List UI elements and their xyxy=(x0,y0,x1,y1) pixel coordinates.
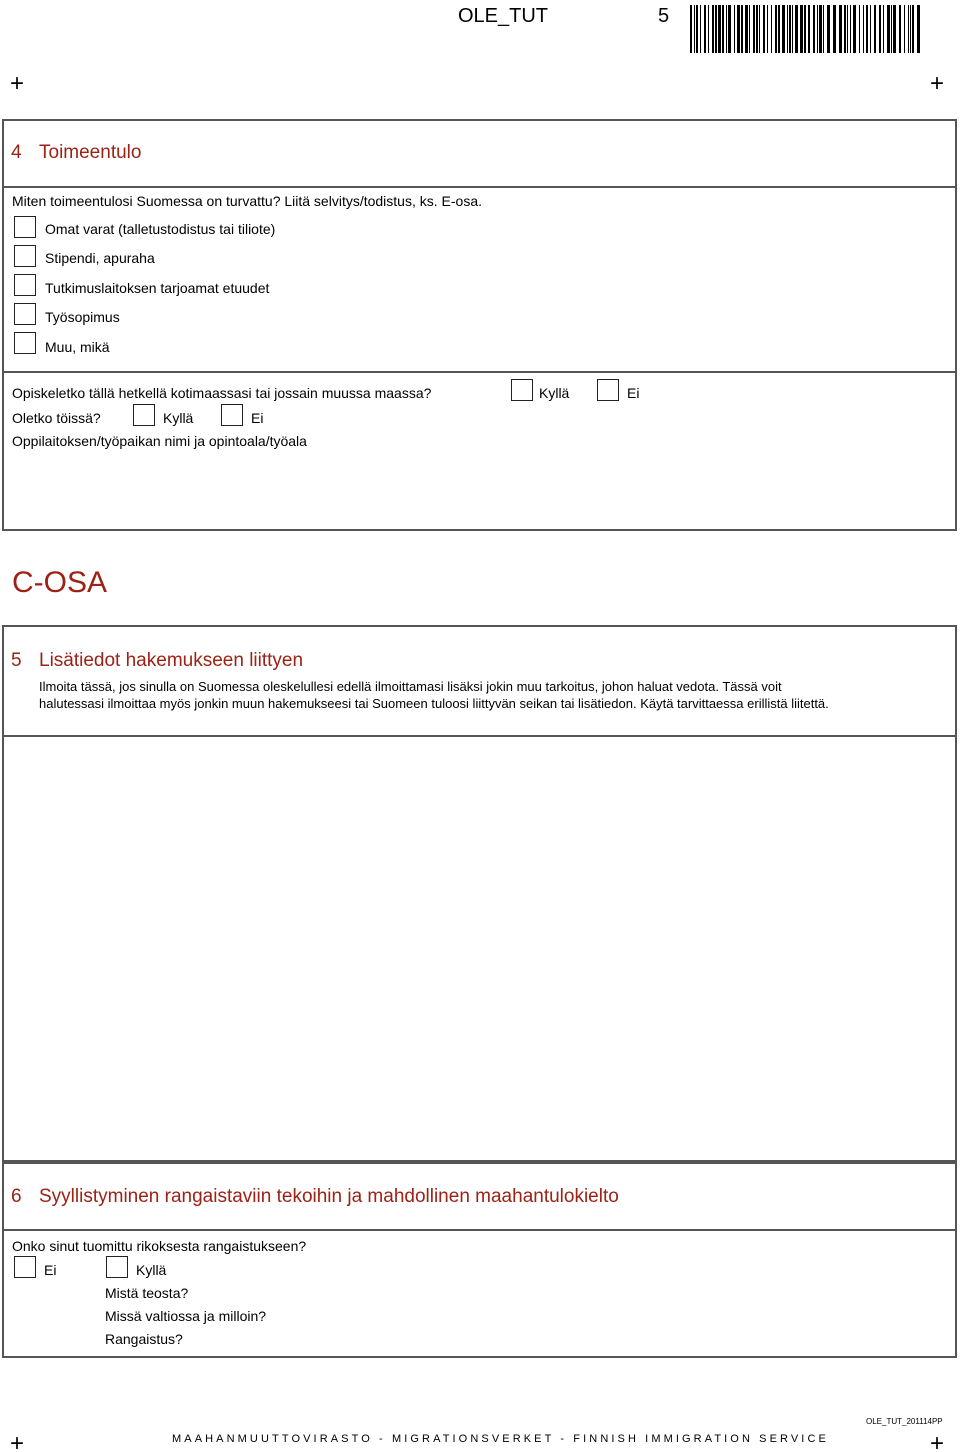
additional-info-input-area[interactable] xyxy=(6,740,951,1158)
divider xyxy=(2,186,957,188)
registration-mark-icon: + xyxy=(930,70,945,97)
conviction-question: Onko sinut tuomittu rikoksesta rangaistukseen? xyxy=(12,1238,307,1254)
checkbox-conviction-no[interactable] xyxy=(14,1256,36,1278)
section-title-text: Syyllistyminen rangaistaviin tekoihin ja mahdollinen maahantulokielto xyxy=(39,1186,619,1207)
no-label: Ei xyxy=(627,385,640,401)
followup-country-date: Missä valtiossa ja milloin? xyxy=(105,1308,267,1324)
no-label: Ei xyxy=(44,1262,57,1278)
checkbox-work-no[interactable] xyxy=(221,404,243,426)
institution-input-area[interactable] xyxy=(6,452,951,524)
section-4-title xyxy=(11,142,141,164)
section-6-title xyxy=(11,1186,619,1208)
checkbox-own-funds[interactable] xyxy=(14,216,36,238)
no-label: Ei xyxy=(251,410,264,426)
section-number: 4 xyxy=(11,142,22,163)
divider xyxy=(2,735,957,737)
section-title-text: Lisätiedot hakemukseen liittyen xyxy=(39,650,304,671)
section-title-text: Toimeentulo xyxy=(39,142,142,163)
checkbox-other[interactable] xyxy=(14,332,36,354)
checkbox-conviction-yes[interactable] xyxy=(106,1256,128,1278)
option-label: Työsopimus xyxy=(45,309,120,325)
agency-footer: MAAHANMUUTTOVIRASTO - MIGRATIONSVERKET - FINNISH IMMIGRATION SERVICE xyxy=(172,1433,829,1445)
checkbox-scholarship[interactable] xyxy=(14,245,36,267)
work-question: Oletko töissä? xyxy=(12,410,101,426)
section-5-instruction: Ilmoita tässä, jos sinulla on Suomessa oleskelullesi edellä ilmoittamasi lisäksi jokin muu tarkoitus, johon haluat vedota. Tässä voit xyxy=(39,679,782,694)
barcode-icon xyxy=(690,5,920,53)
study-question: Opiskeletko tällä hetkellä kotimaassasi tai jossain muussa maassa? xyxy=(12,385,432,401)
yes-label: Kyllä xyxy=(136,1262,167,1278)
yes-label: Kyllä xyxy=(163,410,194,426)
registration-mark-icon: + xyxy=(10,70,25,97)
section-5-instruction: halutessasi ilmoittaa myös jonkin muun hakemukseesi tai Suomeen tuloosi liittyvän seikan tai lisätiedon. Käytä tarvittaessa erillistä liitettä. xyxy=(39,696,829,711)
income-question: Miten toimeentulosi Suomessa on turvattu? Liitä selvitys/todistus, ks. E-osa. xyxy=(12,193,482,209)
divider xyxy=(2,371,957,373)
checkbox-study-no[interactable] xyxy=(597,379,619,401)
checkbox-research-benefits[interactable] xyxy=(14,274,36,296)
option-label: Tutkimuslaitoksen tarjoamat etuudet xyxy=(45,280,270,296)
section-5-title xyxy=(11,650,303,672)
yes-label: Kyllä xyxy=(539,385,570,401)
option-label: Stipendi, apuraha xyxy=(45,250,155,266)
part-c-title: C-OSA xyxy=(12,566,108,599)
form-code: OLE_TUT xyxy=(458,5,549,27)
followup-sentence: Rangaistus? xyxy=(105,1331,183,1347)
registration-mark-icon: + xyxy=(10,1430,25,1452)
divider xyxy=(2,1229,957,1231)
section-number: 6 xyxy=(11,1186,22,1207)
option-label: Omat varat (talletustodistus tai tiliote) xyxy=(45,221,276,237)
form-id: OLE_TUT_201114PP xyxy=(866,1417,943,1426)
registration-mark-icon: + xyxy=(930,1430,945,1452)
institution-label: Oppilaitoksen/työpaikan nimi ja opintoala/työala xyxy=(12,433,307,449)
checkbox-employment-contract[interactable] xyxy=(14,303,36,325)
followup-offence: Mistä teosta? xyxy=(105,1285,189,1301)
option-label: Muu, mikä xyxy=(45,339,110,355)
checkbox-study-yes[interactable] xyxy=(511,379,533,401)
page-number: 5 xyxy=(658,5,670,27)
section-number: 5 xyxy=(11,650,22,671)
checkbox-work-yes[interactable] xyxy=(133,404,155,426)
